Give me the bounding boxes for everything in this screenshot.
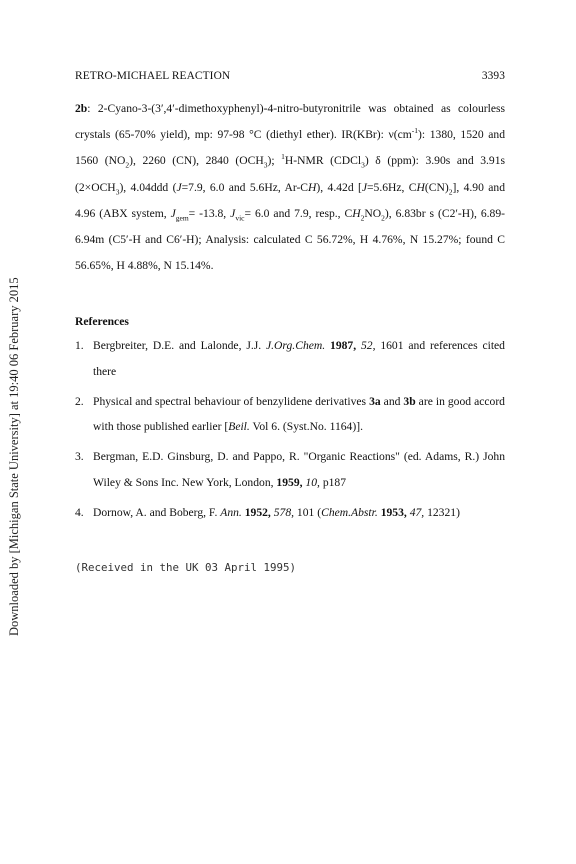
running-title: RETRO-MICHAEL REACTION bbox=[75, 70, 231, 82]
paragraph-2b: 2b: 2-Cyano-3-(3′,4′-dimethoxyphenyl)-4-nitro-butyronitrile was obtained as colourless crystals (65-70% yield), mp: 97-98 °C (diethyl ether). IR(KBr): $\nu(cm^{-1})$: 1380, 1520 and 1560 $(NO_2)$, 2260 (CN), 2840 $(OCH_3)$; $^1$H-NMR (CDCl$_3$) δ (ppm): 3.90s and 3.91s $(2\times OCH_3)$, 4.04ddd (J=7.9, 6.0 and 5.6Hz, Ar-CH), 4.42d [J=5.6Hz, $CH(CN)_2$], 4.90 and 4.96 (ABX system, $J_{gem}= -13.8$, $J_{vic}= 6.0$ and 7.9, resp., $CH_2NO_2$), 6.83br s (C2′-H), 6.89-6.94m (C5′-H and C6′-H); Analysis: calculated C 56.72%, H 4.76%, N 15.27%; found C 56.65%, H 4.88%, N 15.14%. bbox=[75, 102, 506, 273]
reference-list bbox=[75, 333, 505, 530]
compound-label: 2b bbox=[75, 102, 88, 115]
running-header bbox=[75, 70, 505, 86]
reference-item: 3. Bergman, E.D. Ginsburg, D. and Pappo, R. "Organic Reactions" (ed. Adams, R.) John Wiley & Sons Inc. New York, London, 1959, 10, p187 bbox=[75, 450, 505, 489]
reference-item: 4. Dornow, A. and Boberg, F. Ann. 1952, 578, 101 (Chem.Abstr. 1953, 47, 12321) bbox=[75, 505, 460, 519]
reference-item: 2. Physical and spectral behaviour of benzylidene derivatives 3a and 3b are in good accord with those published earlier [Beil. Vol 6. (Syst.No. 1164)]. bbox=[75, 394, 505, 434]
received-date: (Received in the UK 03 April 1995) bbox=[75, 561, 297, 574]
reference-item: 1. Bergbreiter, D.E. and Lalonde, J.J. J.Org.Chem. 1987, 52, 1601 and references cited there bbox=[75, 339, 505, 378]
download-watermark: Downloaded by [Michigan State University] at 19:40 06 February 2015 bbox=[7, 277, 21, 636]
compound-characterization bbox=[75, 96, 505, 279]
references-heading: References bbox=[75, 315, 129, 328]
page-number: 3393 bbox=[481, 70, 505, 82]
